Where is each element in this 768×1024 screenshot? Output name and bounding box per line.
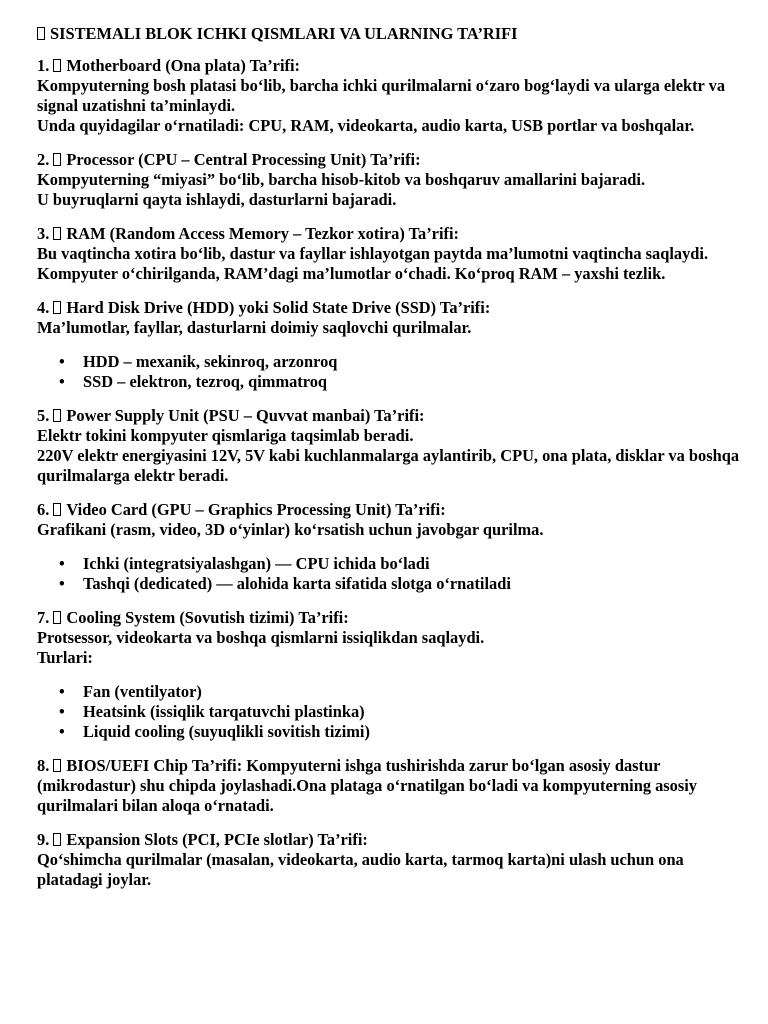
section-text: Ma’lumotlar, fayllar, dasturlarni doimiy saqlovchi qurilmalar. <box>37 318 472 337</box>
section-storage <box>37 298 748 392</box>
section-bios <box>37 756 748 816</box>
list-item: • Heatsink (issiqlik tarqatuvchi plastinka) <box>83 702 748 722</box>
bullet-list <box>37 554 748 594</box>
section-heading: 2. Processor (CPU – Central Processing Unit) Ta’rifi: <box>37 150 421 169</box>
missing-glyph-icon <box>53 611 61 624</box>
section-text: Elektr tokini kompyuter qismlariga taqsimlab beradi. <box>37 426 414 445</box>
bullet-list <box>37 682 748 742</box>
section-text: Bu vaqtincha xotira bo‘lib, dastur va fayllar ishlayotgan paytda ma’lumotni vaqtincha saqlaydi. <box>37 244 709 263</box>
missing-glyph-icon <box>53 503 61 516</box>
section-processor <box>37 150 748 210</box>
section-heading: 5. Power Supply Unit (PSU – Quvvat manbai) Ta’rifi: <box>37 406 425 425</box>
list-item: • Fan (ventilyator) <box>83 682 748 702</box>
list-item: • Tashqi (dedicated) — alohida karta sifatida slotga o‘rnatiladi <box>83 574 748 594</box>
section-motherboard <box>37 56 748 136</box>
document-title-text: SISTEMALI BLOK ICHKI QISMLARI VA ULARNING TA’RIFI <box>50 24 518 43</box>
section-text: Qo‘shimcha qurilmalar (masalan, videokarta, audio karta, tarmoq karta)ni ulash uchun ona platadagi joylar. <box>37 850 684 889</box>
section-text: Kompyuterning “miyasi” bo‘lib, barcha hisob-kitob va boshqaruv amallarini bajaradi. <box>37 170 646 189</box>
section-heading: 6. Video Card (GPU – Graphics Processing Unit) Ta’rifi: <box>37 500 446 519</box>
section-text: Unda quyidagilar o‘rnatiladi: CPU, RAM, videokarta, audio karta, USB portlar va boshqalar. <box>37 116 695 135</box>
missing-glyph-icon <box>53 409 61 422</box>
section-text: Grafikani (rasm, video, 3D o‘yinlar) ko‘rsatish uchun javobgar qurilma. <box>37 520 544 539</box>
section-text: Protsessor, videokarta va boshqa qismlarni issiqlikdan saqlaydi. <box>37 628 485 647</box>
missing-glyph-icon <box>53 759 61 772</box>
list-item: • Ichki (integratsiyalashgan) — CPU ichida bo‘ladi <box>83 554 748 574</box>
section-cooling <box>37 608 748 742</box>
section-expansion-slots <box>37 830 748 890</box>
missing-glyph-icon <box>53 301 61 314</box>
section-heading: 1. Motherboard (Ona plata) Ta’rifi: <box>37 56 300 75</box>
list-item: • SSD – elektron, tezroq, qimmatroq <box>83 372 748 392</box>
missing-glyph-icon <box>53 833 61 846</box>
section-text: Kompyuterning bosh platasi bo‘lib, barcha ichki qurilmalarni o‘zaro bog‘laydi va ularga elektr va signal uzatishni ta’minlaydi. <box>37 76 726 115</box>
section-heading: 7. Cooling System (Sovutish tizimi) Ta’rifi: <box>37 608 349 627</box>
section-text: U buyruqlarni qayta ishlaydi, dasturlarni bajaradi. <box>37 190 397 209</box>
missing-glyph-icon <box>37 27 45 40</box>
section-text: Turlari: <box>37 648 93 667</box>
missing-glyph-icon <box>53 153 61 166</box>
section-text: 220V elektr energiyasini 12V, 5V kabi kuchlanmalarga aylantirib, CPU, ona plata, disklar va boshqa qurilmalarga elektr beradi. <box>37 446 740 485</box>
section-heading: 3. RAM (Random Access Memory – Tezkor xotira) Ta’rifi: <box>37 224 459 243</box>
section-ram <box>37 224 748 284</box>
list-item: • Liquid cooling (suyuqlikli sovitish tizimi) <box>83 722 748 742</box>
list-item: • HDD – mexanik, sekinroq, arzonroq <box>83 352 748 372</box>
section-heading: 4. Hard Disk Drive (HDD) yoki Solid State Drive (SSD) Ta’rifi: <box>37 298 491 317</box>
section-heading: 8. BIOS/UEFI Chip Ta’rifi: Kompyuterni ishga tushirishda zarur bo‘lgan asosiy dastur (mikrodastur) shu chipda joylashadi.Ona plataga o‘rnatilgan bo‘ladi va kompyuterning asosiy qurilmalari bilan aloqa o‘rnatadi. <box>37 756 698 815</box>
section-psu <box>37 406 748 486</box>
section-text: Kompyuter o‘chirilganda, RAM’dagi ma’lumotlar o‘chadi. Ko‘proq RAM – yaxshi tezlik. <box>37 264 666 283</box>
bullet-list <box>37 352 748 392</box>
section-gpu <box>37 500 748 594</box>
section-heading: 9. Expansion Slots (PCI, PCIe slotlar) Ta’rifi: <box>37 830 368 849</box>
missing-glyph-icon <box>53 227 61 240</box>
missing-glyph-icon <box>53 59 61 72</box>
document-title <box>37 24 748 44</box>
